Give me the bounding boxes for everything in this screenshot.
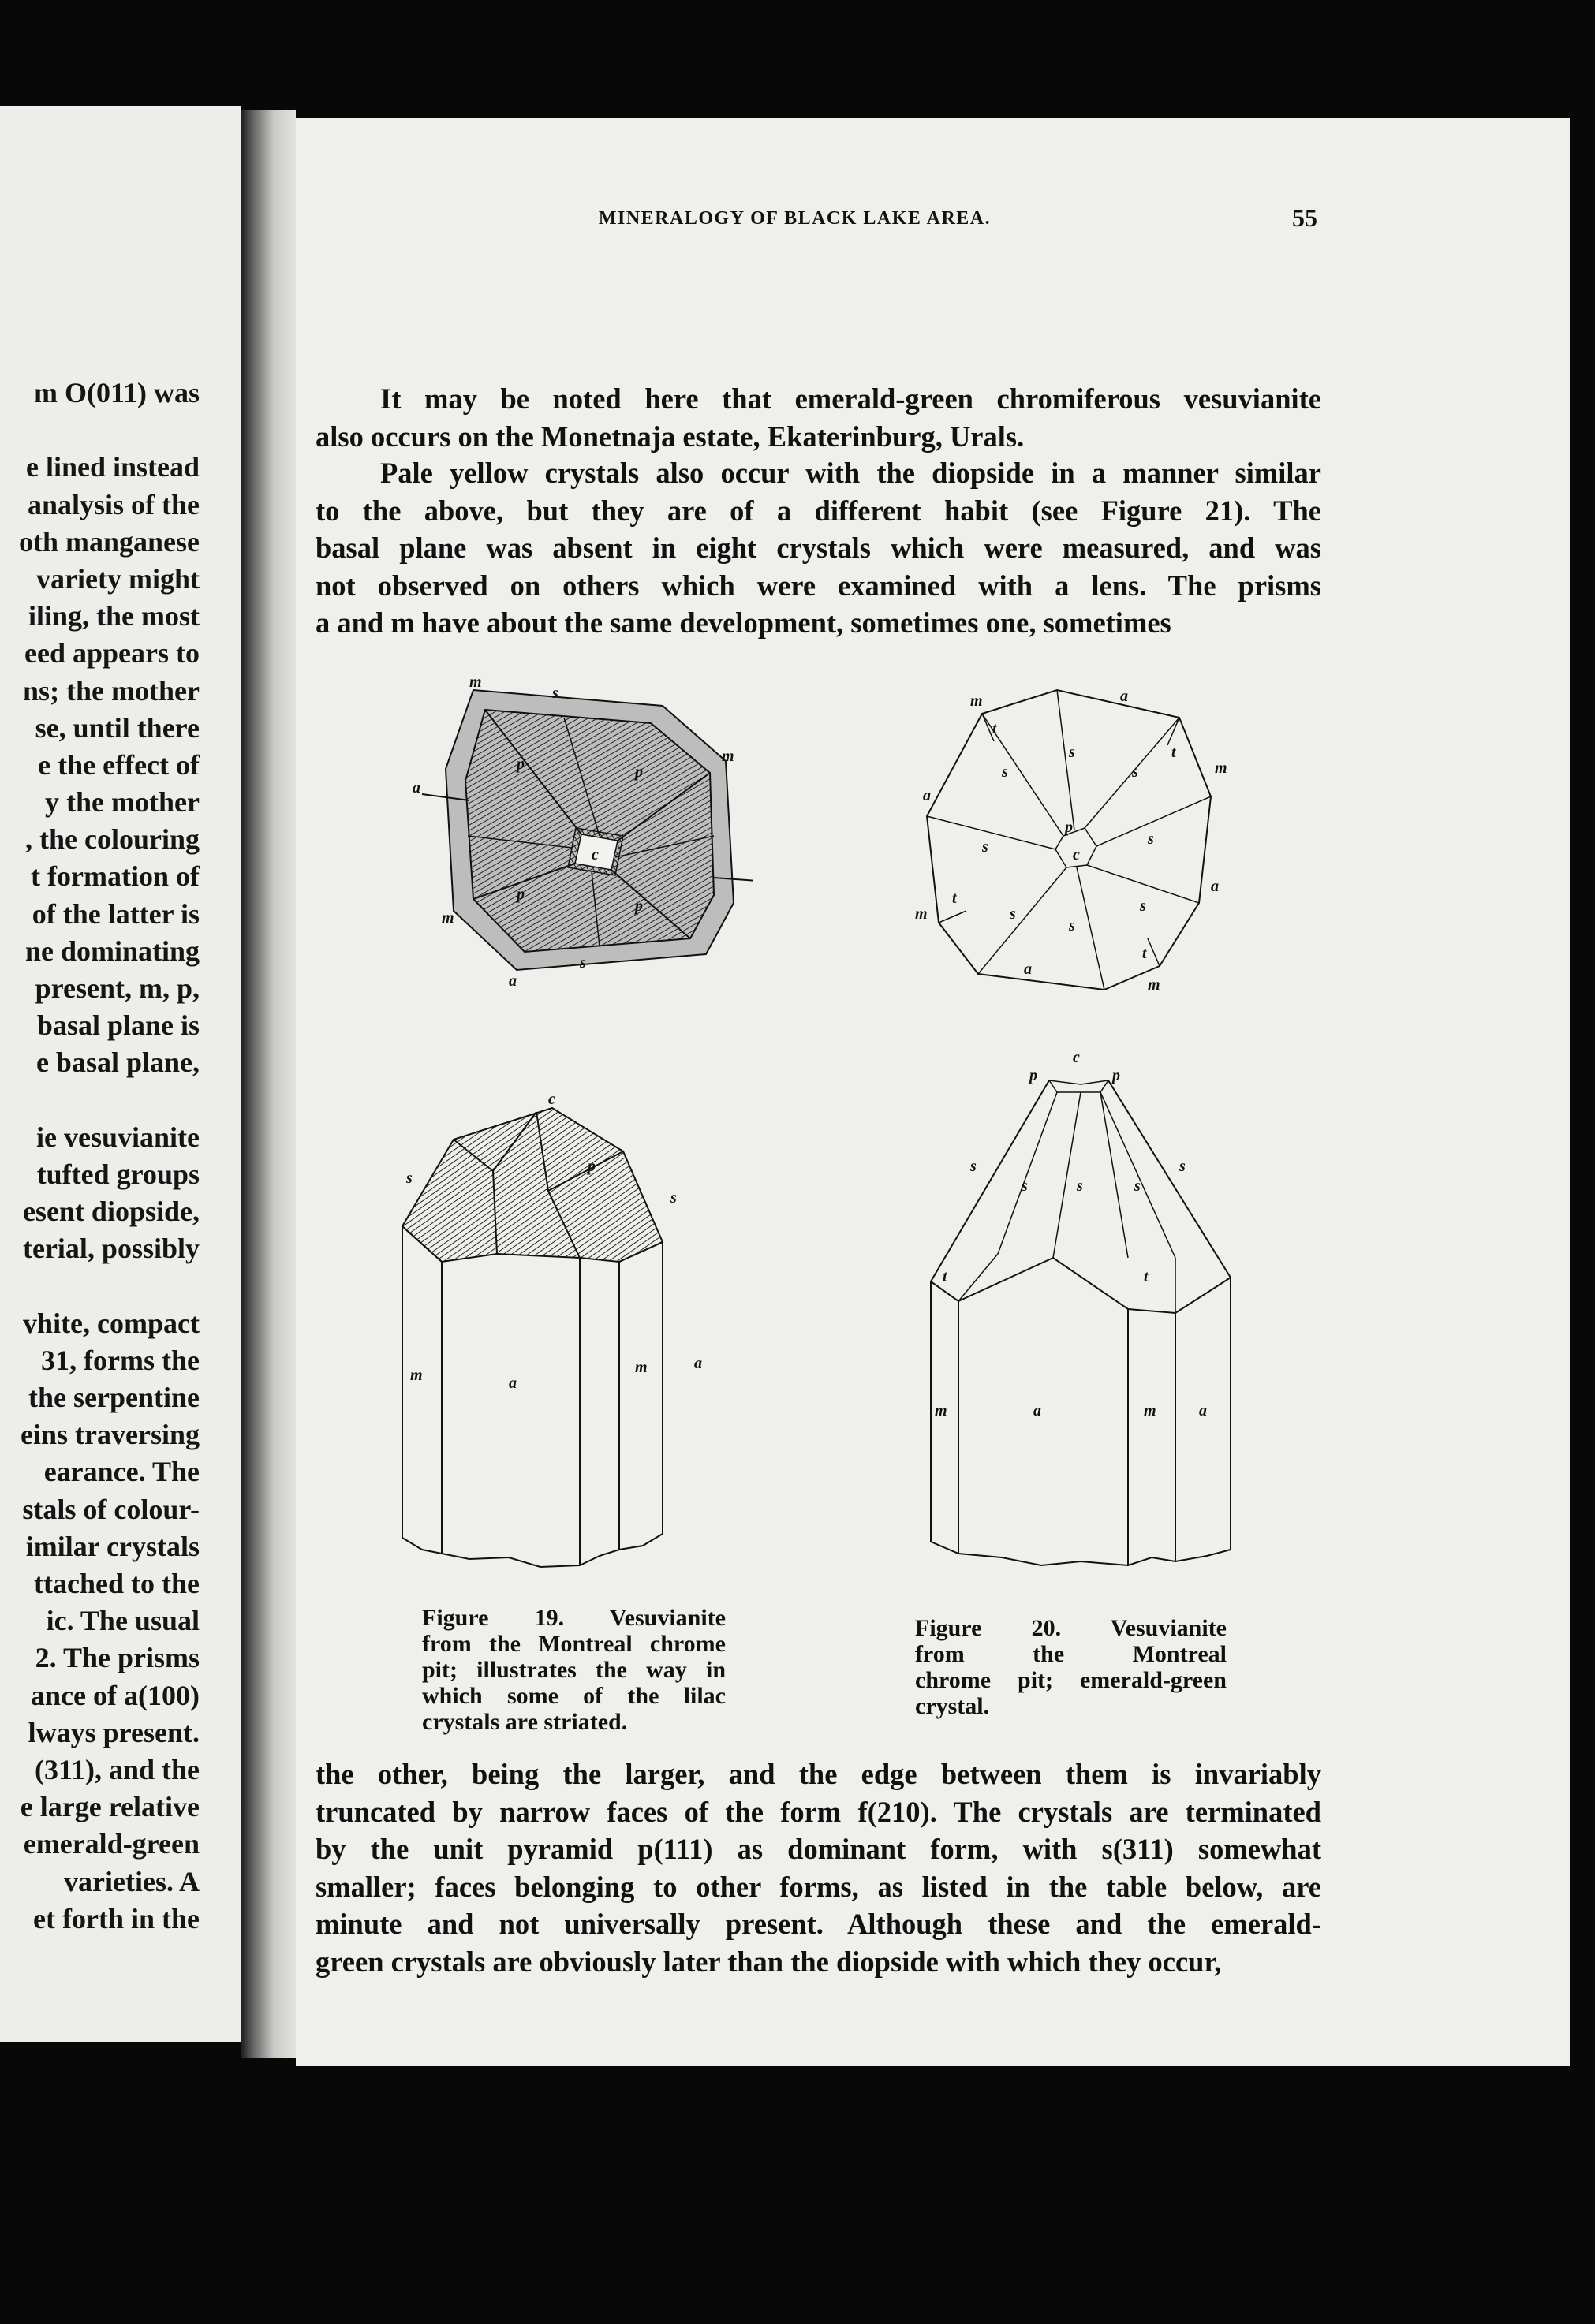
label-c: c <box>1073 1049 1080 1066</box>
text-line: truncated by narrow faces of the form f(210). The crystals are terminated <box>316 1795 1321 1828</box>
label-a: a <box>1211 878 1219 895</box>
text-line: y the mother <box>45 786 200 819</box>
text-line: ic. The usual <box>46 1605 200 1637</box>
label-p: p <box>1065 819 1073 836</box>
text-line: tufted groups <box>36 1158 200 1190</box>
text-line: t formation of <box>31 860 200 893</box>
text-line: se, until there <box>35 711 200 744</box>
label-t: t <box>1142 945 1147 962</box>
text-line: to the above, but they are of a different habit (see Figure 21). The <box>316 494 1321 527</box>
text-line: (311), and the <box>34 1753 200 1785</box>
label-a: a <box>509 1375 517 1392</box>
text-line: vhite, compact <box>23 1307 200 1339</box>
text-line: minute and not universally present. Although these and the emerald- <box>316 1908 1321 1940</box>
label-m: m <box>1144 1402 1156 1419</box>
left-page-text <box>0 375 200 1938</box>
text-line: not observed on others which were examined with a lens. The prisms <box>316 569 1321 602</box>
paragraph-1 <box>316 380 1321 455</box>
label-s: s <box>406 1169 413 1187</box>
text-line: 31, forms the <box>41 1344 200 1376</box>
figure-19-caption <box>422 1605 726 1735</box>
page-number: 55 <box>1292 203 1317 232</box>
text-line: chrome pit; emerald-green <box>915 1667 1227 1693</box>
text-line: ne dominating <box>24 934 200 967</box>
label-t: t <box>1171 744 1176 761</box>
text-line: of the latter is <box>32 897 200 930</box>
label-p: p <box>517 755 525 773</box>
text-line: crystal. <box>915 1693 990 1719</box>
book-gutter <box>241 110 296 2058</box>
text-line: ttached to the <box>34 1568 200 1599</box>
label-t: t <box>952 890 957 907</box>
text-line: lways present. <box>28 1716 200 1748</box>
label-a: a <box>1024 961 1032 978</box>
text-line <box>0 1268 200 1305</box>
text-line: earance. The <box>43 1456 200 1488</box>
label-m: m <box>410 1367 423 1384</box>
label-s: s <box>1069 744 1075 761</box>
text-line: varieties. A <box>64 1865 200 1897</box>
label-c: c <box>1073 846 1080 864</box>
text-line: pit; illustrates the way in <box>422 1657 726 1683</box>
label-m: m <box>469 674 482 691</box>
label-a: a <box>509 972 517 990</box>
text-line: terial, possibly <box>22 1233 200 1265</box>
label-m: m <box>935 1402 947 1419</box>
text-line: 2. The prisms <box>35 1642 200 1674</box>
paragraph-2 <box>316 454 1321 642</box>
text-line: basal plane was absent in eight crystals which were measured, and was <box>316 532 1321 564</box>
label-a: a <box>1199 1402 1207 1419</box>
text-line: e basal plane, <box>35 1046 200 1079</box>
text-line: smaller; faces belonging to other forms, as listed in the table below, are <box>316 1870 1321 1903</box>
label-m: m <box>1148 976 1160 994</box>
text-line: green crystals are obviously later than the diopside with which they occur, <box>316 1945 1222 1978</box>
label-p: p <box>635 897 643 915</box>
text-line: ie vesuvianite <box>36 1121 200 1153</box>
text-line: e the effect of <box>38 748 200 781</box>
label-m: m <box>970 692 983 710</box>
text-line: e lined instead <box>25 451 200 483</box>
text-line: et forth in the <box>33 1902 200 1934</box>
header-title: MINERALOGY OF BLACK LAKE AREA. <box>598 208 992 229</box>
label-s: s <box>552 685 558 702</box>
text-line: Figure 20. Vesuvianite <box>915 1615 1227 1641</box>
text-line: , the colouring <box>25 823 200 856</box>
label-s: s <box>1022 1177 1028 1195</box>
label-s: s <box>1069 917 1075 934</box>
text-line: iling, the most <box>28 600 200 632</box>
label-s: s <box>670 1189 677 1207</box>
label-m: m <box>722 748 734 765</box>
label-a: a <box>923 787 931 804</box>
label-t: t <box>992 720 997 737</box>
label-p: p <box>635 763 643 781</box>
label-t: t <box>943 1268 947 1285</box>
text-line <box>0 412 200 449</box>
text-line: from the Montreal chrome <box>422 1631 726 1657</box>
label-s: s <box>1077 1177 1083 1195</box>
label-a: a <box>1120 688 1128 705</box>
label-a: a <box>694 1355 702 1372</box>
label-s: s <box>1140 897 1146 915</box>
text-line: It may be noted here that emerald-green chromiferous vesuvianite <box>380 382 1321 415</box>
label-m: m <box>635 1359 648 1376</box>
figure-20-top-view <box>907 682 1254 998</box>
text-line: e large relative <box>20 1791 200 1823</box>
text-line: Figure 19. Vesuvianite <box>422 1605 726 1631</box>
text-line: basal plane is <box>36 1009 200 1042</box>
text-line: crystals are striated. <box>422 1709 628 1735</box>
running-header <box>308 203 1317 235</box>
text-line: variety might <box>36 562 200 595</box>
figure-19-top-view <box>398 674 753 990</box>
text-line: emerald-green <box>23 1828 200 1860</box>
text-line: ns; the mother <box>23 674 200 707</box>
label-m: m <box>1215 759 1227 777</box>
label-m: m <box>442 909 454 927</box>
label-s: s <box>1179 1158 1186 1175</box>
figure-20-side-view <box>923 1045 1238 1589</box>
label-s: s <box>1148 830 1154 848</box>
label-s: s <box>1002 763 1008 781</box>
label-p: p <box>588 1158 596 1175</box>
paragraph-3 <box>316 1755 1321 1980</box>
label-t: t <box>1144 1268 1149 1285</box>
text-line: the other, being the larger, and the edge between them is invariably <box>316 1758 1321 1790</box>
label-s: s <box>1132 763 1138 781</box>
text-line: analysis of the <box>27 488 200 520</box>
label-a: a <box>1033 1402 1041 1419</box>
label-m: m <box>915 905 928 923</box>
text-line: eed appears to <box>24 637 200 670</box>
text-line: esent diopside, <box>22 1196 200 1228</box>
label-p: p <box>517 886 525 903</box>
label-p: p <box>1029 1067 1037 1084</box>
text-line: from the Montreal <box>915 1641 1227 1667</box>
text-line: Pale yellow crystals also occur with the diopside in a manner similar <box>380 457 1321 489</box>
label-a: a <box>413 779 420 796</box>
text-line <box>0 1082 200 1119</box>
label-c: c <box>592 846 599 864</box>
text-line: also occurs on the Monetnaja estate, Ekaterinburg, Urals. <box>316 420 1025 453</box>
label-s: s <box>580 954 586 972</box>
text-line: the serpentine <box>28 1382 200 1414</box>
text-line: m O(011) was <box>34 377 200 408</box>
text-line: imilar crystals <box>25 1530 200 1562</box>
left-page <box>0 106 241 2042</box>
label-s: s <box>1134 1177 1141 1195</box>
label-s: s <box>970 1158 977 1175</box>
text-line: eins traversing <box>21 1419 200 1451</box>
text-line: a and m have about the same development, sometimes one, sometimes <box>316 606 1171 639</box>
text-line: present, m, p, <box>35 972 200 1004</box>
text-line: oth manganese <box>18 525 200 558</box>
figure-20-caption <box>915 1615 1227 1719</box>
label-s: s <box>982 838 988 856</box>
label-p: p <box>1112 1067 1120 1084</box>
text-line: ance of a(100) <box>31 1679 200 1711</box>
text-line: by the unit pyramid p(111) as dominant form, with s(311) somewhat <box>316 1833 1321 1865</box>
text-line: stals of colour- <box>22 1493 200 1525</box>
figure-19-side-view <box>390 1084 745 1589</box>
label-s: s <box>1010 905 1016 923</box>
text-line: which some of the lilac <box>422 1683 726 1709</box>
label-c: c <box>548 1091 555 1108</box>
